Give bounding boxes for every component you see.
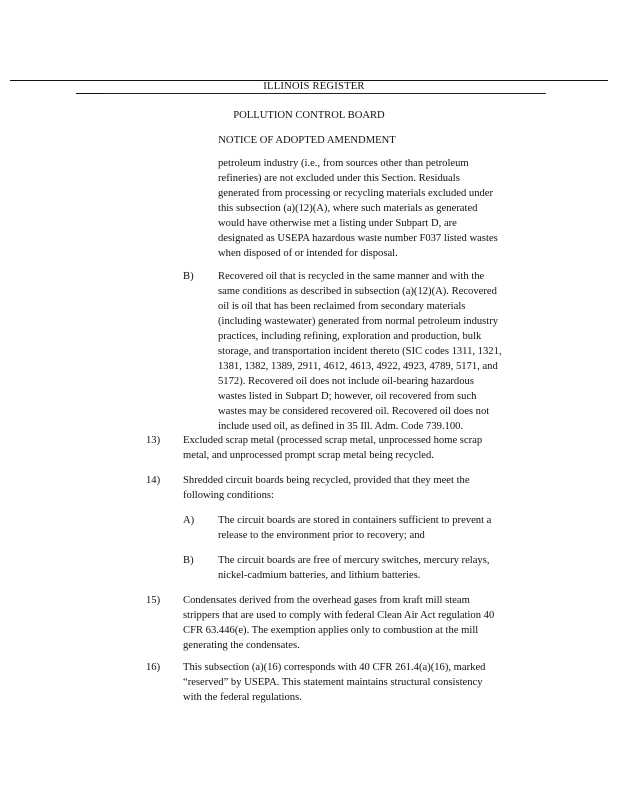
item-15-text xyxy=(183,593,494,653)
text-line: designated as USEPA hazardous waste number F037 listed wastes xyxy=(218,233,498,244)
text-line: CFR 63.446(e). The exemption applies only to combustion at the mill xyxy=(183,625,479,636)
intro-paragraph xyxy=(218,156,498,261)
text-line: generated from processing or recycling materials excluded under xyxy=(218,188,494,199)
register-title: ILLINOIS REGISTER xyxy=(263,81,365,92)
text-line: Recovered oil that is recycled in the same manner and with the xyxy=(218,271,485,282)
notice-title: NOTICE OF ADOPTED AMENDMENT xyxy=(218,135,396,146)
text-line: strippers that are used to comply with federal Clean Air Act regulation 40 xyxy=(183,610,495,621)
item-13-text xyxy=(183,433,482,463)
text-line: generating the condensates. xyxy=(183,640,300,651)
item-16-text xyxy=(183,660,485,705)
board-name: POLLUTION CONTROL BOARD xyxy=(233,110,385,121)
item-b-text xyxy=(218,269,502,434)
text-line: oil is oil that has been reclaimed from secondary materials xyxy=(218,301,466,312)
item-16-label: 16) xyxy=(146,662,161,673)
text-line: refineries) are not excluded under this Section. Residuals xyxy=(218,173,460,184)
item-15-label: 15) xyxy=(146,595,161,606)
item-14b-text xyxy=(218,553,490,583)
text-line: petroleum industry (i.e., from sources other than petroleum xyxy=(218,158,469,169)
text-line: wastes may be considered recovered oil. Recovered oil does not xyxy=(218,406,490,417)
text-line: Excluded scrap metal (processed scrap metal, unprocessed home scrap xyxy=(183,435,483,446)
item-13-label: 13) xyxy=(146,435,161,446)
text-line: Shredded circuit boards being recycled, provided that they meet the xyxy=(183,475,470,486)
text-line: storage, and transportation incident thereto (SIC codes 1311, 1321, xyxy=(218,346,502,357)
text-line: This subsection (a)(16) corresponds with 40 CFR 261.4(a)(16), marked xyxy=(183,662,486,673)
text-line: 1381, 1382, 1389, 2911, 4612, 4613, 4922, 4923, 4789, 5171, and xyxy=(218,361,498,372)
text-line: when disposed of or intended for disposal. xyxy=(218,248,398,259)
text-line: “reserved” by USEPA. This statement maintains structural consistency xyxy=(183,677,483,688)
text-line: with the federal regulations. xyxy=(183,692,302,703)
text-line: The circuit boards are free of mercury switches, mercury relays, xyxy=(218,555,490,566)
text-line: (including wastewater) generated from normal petroleum industry xyxy=(218,316,499,327)
text-line: this subsection (a)(12)(A), where such materials as generated xyxy=(218,203,478,214)
text-line: The circuit boards are stored in containers sufficient to prevent a xyxy=(218,515,492,526)
text-line: include used oil, as defined in 35 Ill. Adm. Code 739.100. xyxy=(218,421,464,432)
text-line: following conditions: xyxy=(183,490,274,501)
item-14-label: 14) xyxy=(146,475,161,486)
text-line: wastes listed in Subpart D; however, oil recovered from such xyxy=(218,391,477,402)
text-line: Condensates derived from the overhead gases from kraft mill steam xyxy=(183,595,470,606)
text-line: practices, including refining, exploration and production, bulk xyxy=(218,331,482,342)
item-14-text xyxy=(183,473,470,503)
item-14b-label: B) xyxy=(183,555,194,566)
text-line: same conditions as described in subsection (a)(12)(A). Recovered xyxy=(218,286,497,297)
item-14a-text xyxy=(218,513,491,543)
text-line: release to the environment prior to recovery; and xyxy=(218,530,425,541)
item-14a-label: A) xyxy=(183,515,195,526)
text-line: 5172). Recovered oil does not include oil-bearing hazardous xyxy=(218,376,474,387)
text-line: nickel-cadmium batteries, and lithium batteries. xyxy=(218,570,421,581)
text-line: would have otherwise met a listing under Subpart D, are xyxy=(218,218,457,229)
item-b-label: B) xyxy=(183,271,194,282)
text-line: metal, and unprocessed prompt scrap metal being recycled. xyxy=(183,450,434,461)
